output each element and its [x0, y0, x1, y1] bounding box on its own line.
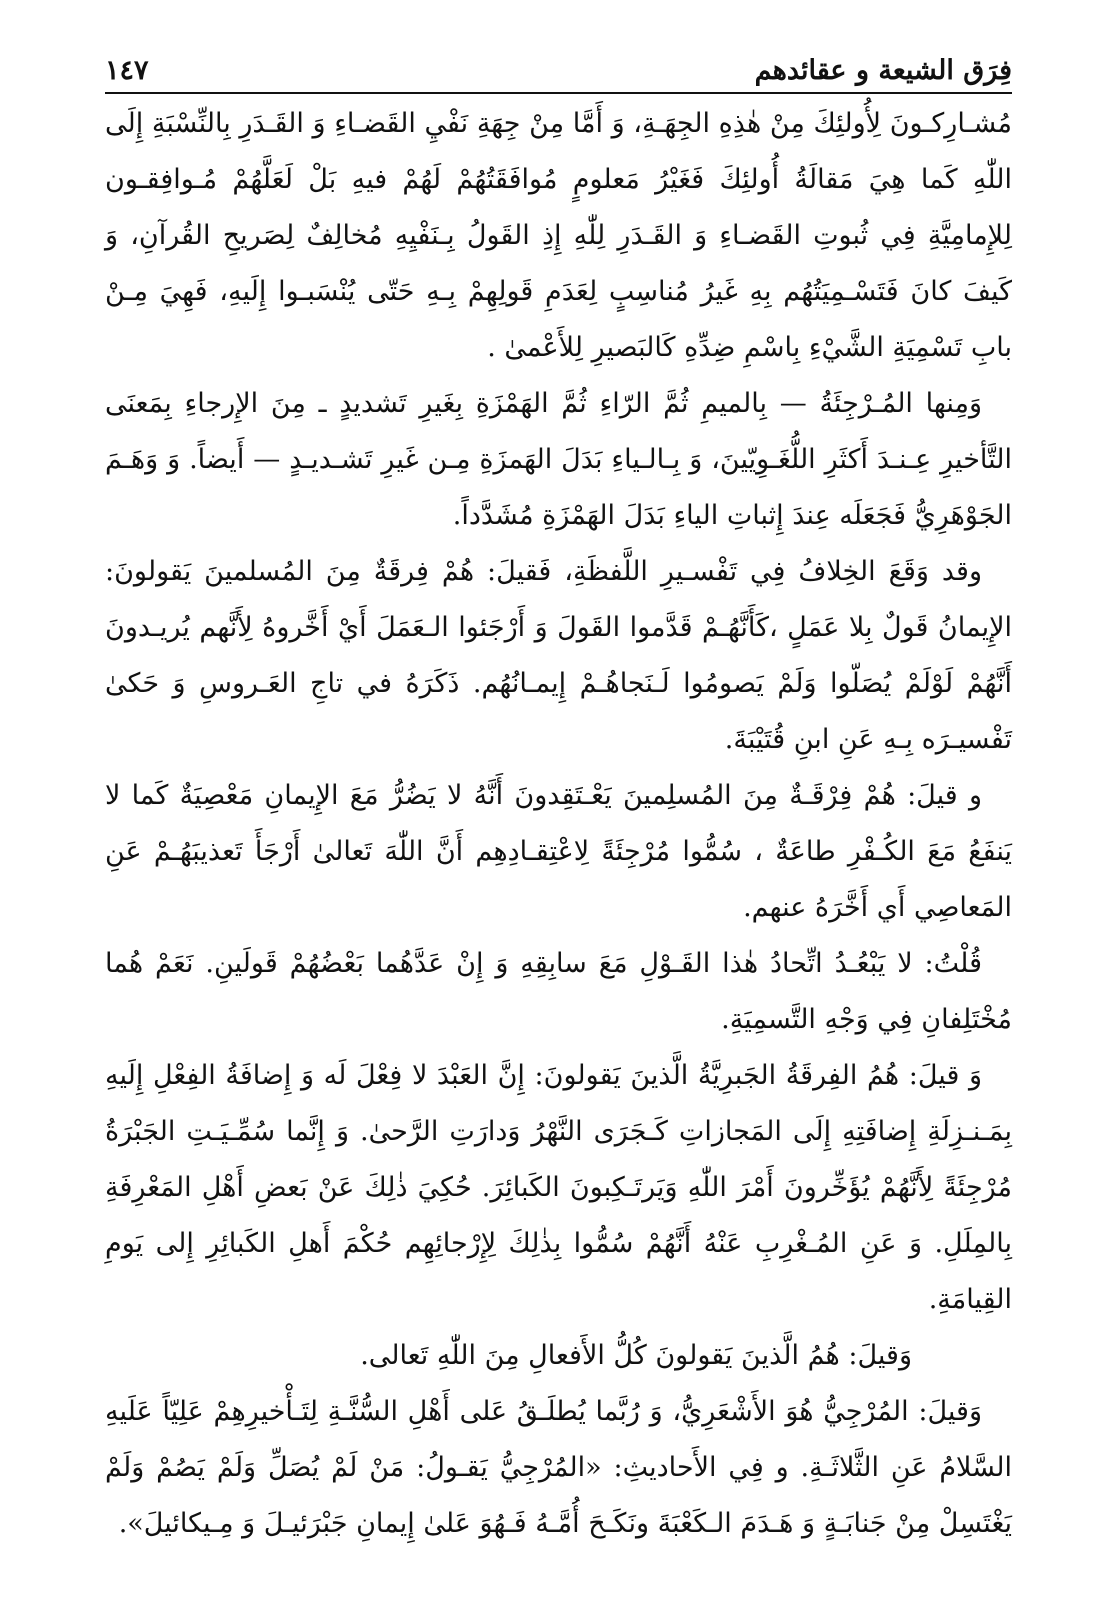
paragraph-intro: مُشـارِكـونَ لِأُولئِكَ مِنْ هٰذِهِ الجِهَـةِ، وَ أَمَّا مِنْ جِهَةِ نَفْيِ القَضـاءِ وَ القَـدَرِ بِالنِّسْبَةِ إِلَى اللّٰهِ كَما هِيَ مَقالَةُ أُولئِكَ فَغَيْرُ مَعلومٍ مُوافَقَتُهُمْ لَهُمْ فيهِ بَلْ لَعَلَّهُمْ مُـوافِقـون لِلإِمامِيَّةِ فِي ثُبوتِ القَضـاءِ وَ القَـدَرِ لِلّٰهِ إِذِ القَولُ بِـنَفْيِهِ مُخالِفٌ لِصَريحِ القُرآنِ، وَ كَيفَ كانَ فَتَسْـمِيَتُهُم بِهِ غَيرُ مُناسِبٍ لِعَدَمِ قَولِهِمْ بِـهِ حَتّى يُنْسَبـوا إِلَيهِ، فَهِيَ مِـنْ بابِ تَسْمِيَةِ الشَّيْءِ بِاسْمِ ضِدِّهِ كَالبَصيرِ لِلأَعْمىٰ .: [105, 108, 1012, 363]
paragraph-dispute: وقد وَقَعَ الخِلافُ فِي تَفْسـيرِ اللَّفظَةِ، فَقيلَ: هُمْ فِرقَةٌ مِنَ المُسلمينَ يَقولونَ: الإِيمانُ قَولٌ بِلا عَمَلٍ ،كَأَنَّهُـمْ قَدَّموا القَولَ وَ أَرْجَئوا الـعَمَلَ أَيْ أَخَّروهُ لِأَنَّهم يُريـدونَ أَنَّهُمْ لَوْلَمْ يُصَلّوا وَلَمْ يَصومُوا لَـنَجاهُـمْ إِيمـانُهُم. ذَكَرَهُ في تاجِ العَـروسِ وَ حَكىٰ تَفْسيـرَه بِـهِ عَنِ ابنِ قُتَيْبَةَ.: [105, 556, 1012, 755]
body-text: [105, 96, 1012, 1552]
page-number: ١٤٧: [105, 55, 149, 86]
paragraph-second-view: و قيلَ: هُمْ فِرْقَـةٌ مِنَ المُسلِمينَ يَعْـتَقِدونَ أَنَّهُ لا يَضُرُّ مَعَ الإِيمانِ مَعْصِيَةٌ كَما لا يَنفَعُ مَعَ الكُـفْرِ طاعَةٌ ، سُمُّوا مُرْجِئَةً لِاعْتِقـادِهِم أَنَّ اللّٰهَ تَعالىٰ أَرْجَأَ تَعذيبَهُـمْ عَنِ المَعاصِي أَي أَخَّرَهُ عنهم.: [105, 780, 1012, 923]
paragraph-murjiah-definition: وَمِنها المُـرْجِئَةُ — بِالميمِ ثُمَّ الرّاءِ ثُمَّ الهَمْزَةِ بِغَيرِ تَشديدٍ ـ مِنَ الإِرجاءِ بِمَعنَى التَّأخيرِ عِـنـدَ أَكثَرِ اللُّغَـوِيّينَ، وَ بِـالـياءِ بَدَلَ الهَمزَةِ مِـن غَيرِ تَشـديـدٍ — أَيضاً. وَ وَهَـمَ الجَوْهَرِيُّ فَجَعَلَه عِندَ إِثباتِ الياءِ بَدَلَ الهَمْزَةِ مُشَدَّداً.: [105, 388, 1012, 531]
paragraph-author-note: قُلْتُ: لا يَبْعُـدُ اتِّحادُ هٰذا القَـوْلِ مَعَ سابِقِهِ وَ إِنْ عَدَّهُما بَعْضُهُمْ قَولَينِ. نَعَمْ هُما مُخْتَلِفانِ فِي وَجْهِ التَّسمِيَةِ.: [105, 948, 1012, 1035]
paragraph-jabriyya: وَ قيلَ: هُمُ الفِرقَةُ الجَبرِيَّةُ الَّذينَ يَقولونَ: إِنَّ العَبْدَ لا فِعْلَ لَه وَ إِضافَةُ الفِعْلِ إِلَيهِ بِمَـنـزِلَةِ إِضافَتِهِ إِلَى المَجازاتِ كَـجَرَى النَّهْرُ وَدارَتِ الرَّحىٰ. وَ إِنَّما سُمِّـيَـتِ الجَبْرَةُ مُرْجِئَةً لِأَنَّهُمْ يُؤَخِّرونَ أَمْرَ اللّٰهِ وَيَرتَـكِبونَ الكَبائِرَ. حُكِيَ ذٰلِكَ عَنْ بَعضِ أَهْلِ المَعْرِفَةِ بِالمِلَلِ. وَ عَنِ المُـغْرِبِ عَنْهُ أَنَّهُمْ سُمُّوا بِذٰلِكَ لِإِرْجائِهِم حُكْمَ أَهلِ الكَبائِرِ إِلى يَومِ القِيامَةِ.: [105, 1060, 1012, 1315]
page-header: [105, 42, 1012, 94]
running-title: فِرَق الشيعة و عقائدهم: [754, 55, 1012, 86]
paragraph-all-acts: وَقيلَ: هُمُ الَّذينَ يَقولونَ كُلُّ الأَفعالِ مِنَ اللّٰهِ تَعالى.: [360, 1340, 912, 1371]
paragraph-ashari: وَقيلَ: المُرْجِيُّ هُوَ الأَشْعَرِيُّ، وَ رُبَّما يُطلَـقُ عَلى أَهْلِ السُّنَّـةِ لِتَـأْخيرِهِمْ عَلِيّاً عَلَيهِ السَّلامُ عَنِ الثَّلاثَـةِ. و فِي الأَحاديثِ: «المُرْجِيُّ يَقـولُ: مَنْ لَمْ يُصَلِّ وَلَمْ يَصُمْ وَلَمْ يَغْتَسِلْ مِنْ جَنابَـةٍ وَ هَـدَمَ الـكَعْبَةَ ونَكَـحَ أُمَّـهُ فَـهُوَ عَلىٰ إِيمانِ جَبْرَئيـلَ وَ مِـيكائيلَ».: [105, 1396, 1012, 1539]
